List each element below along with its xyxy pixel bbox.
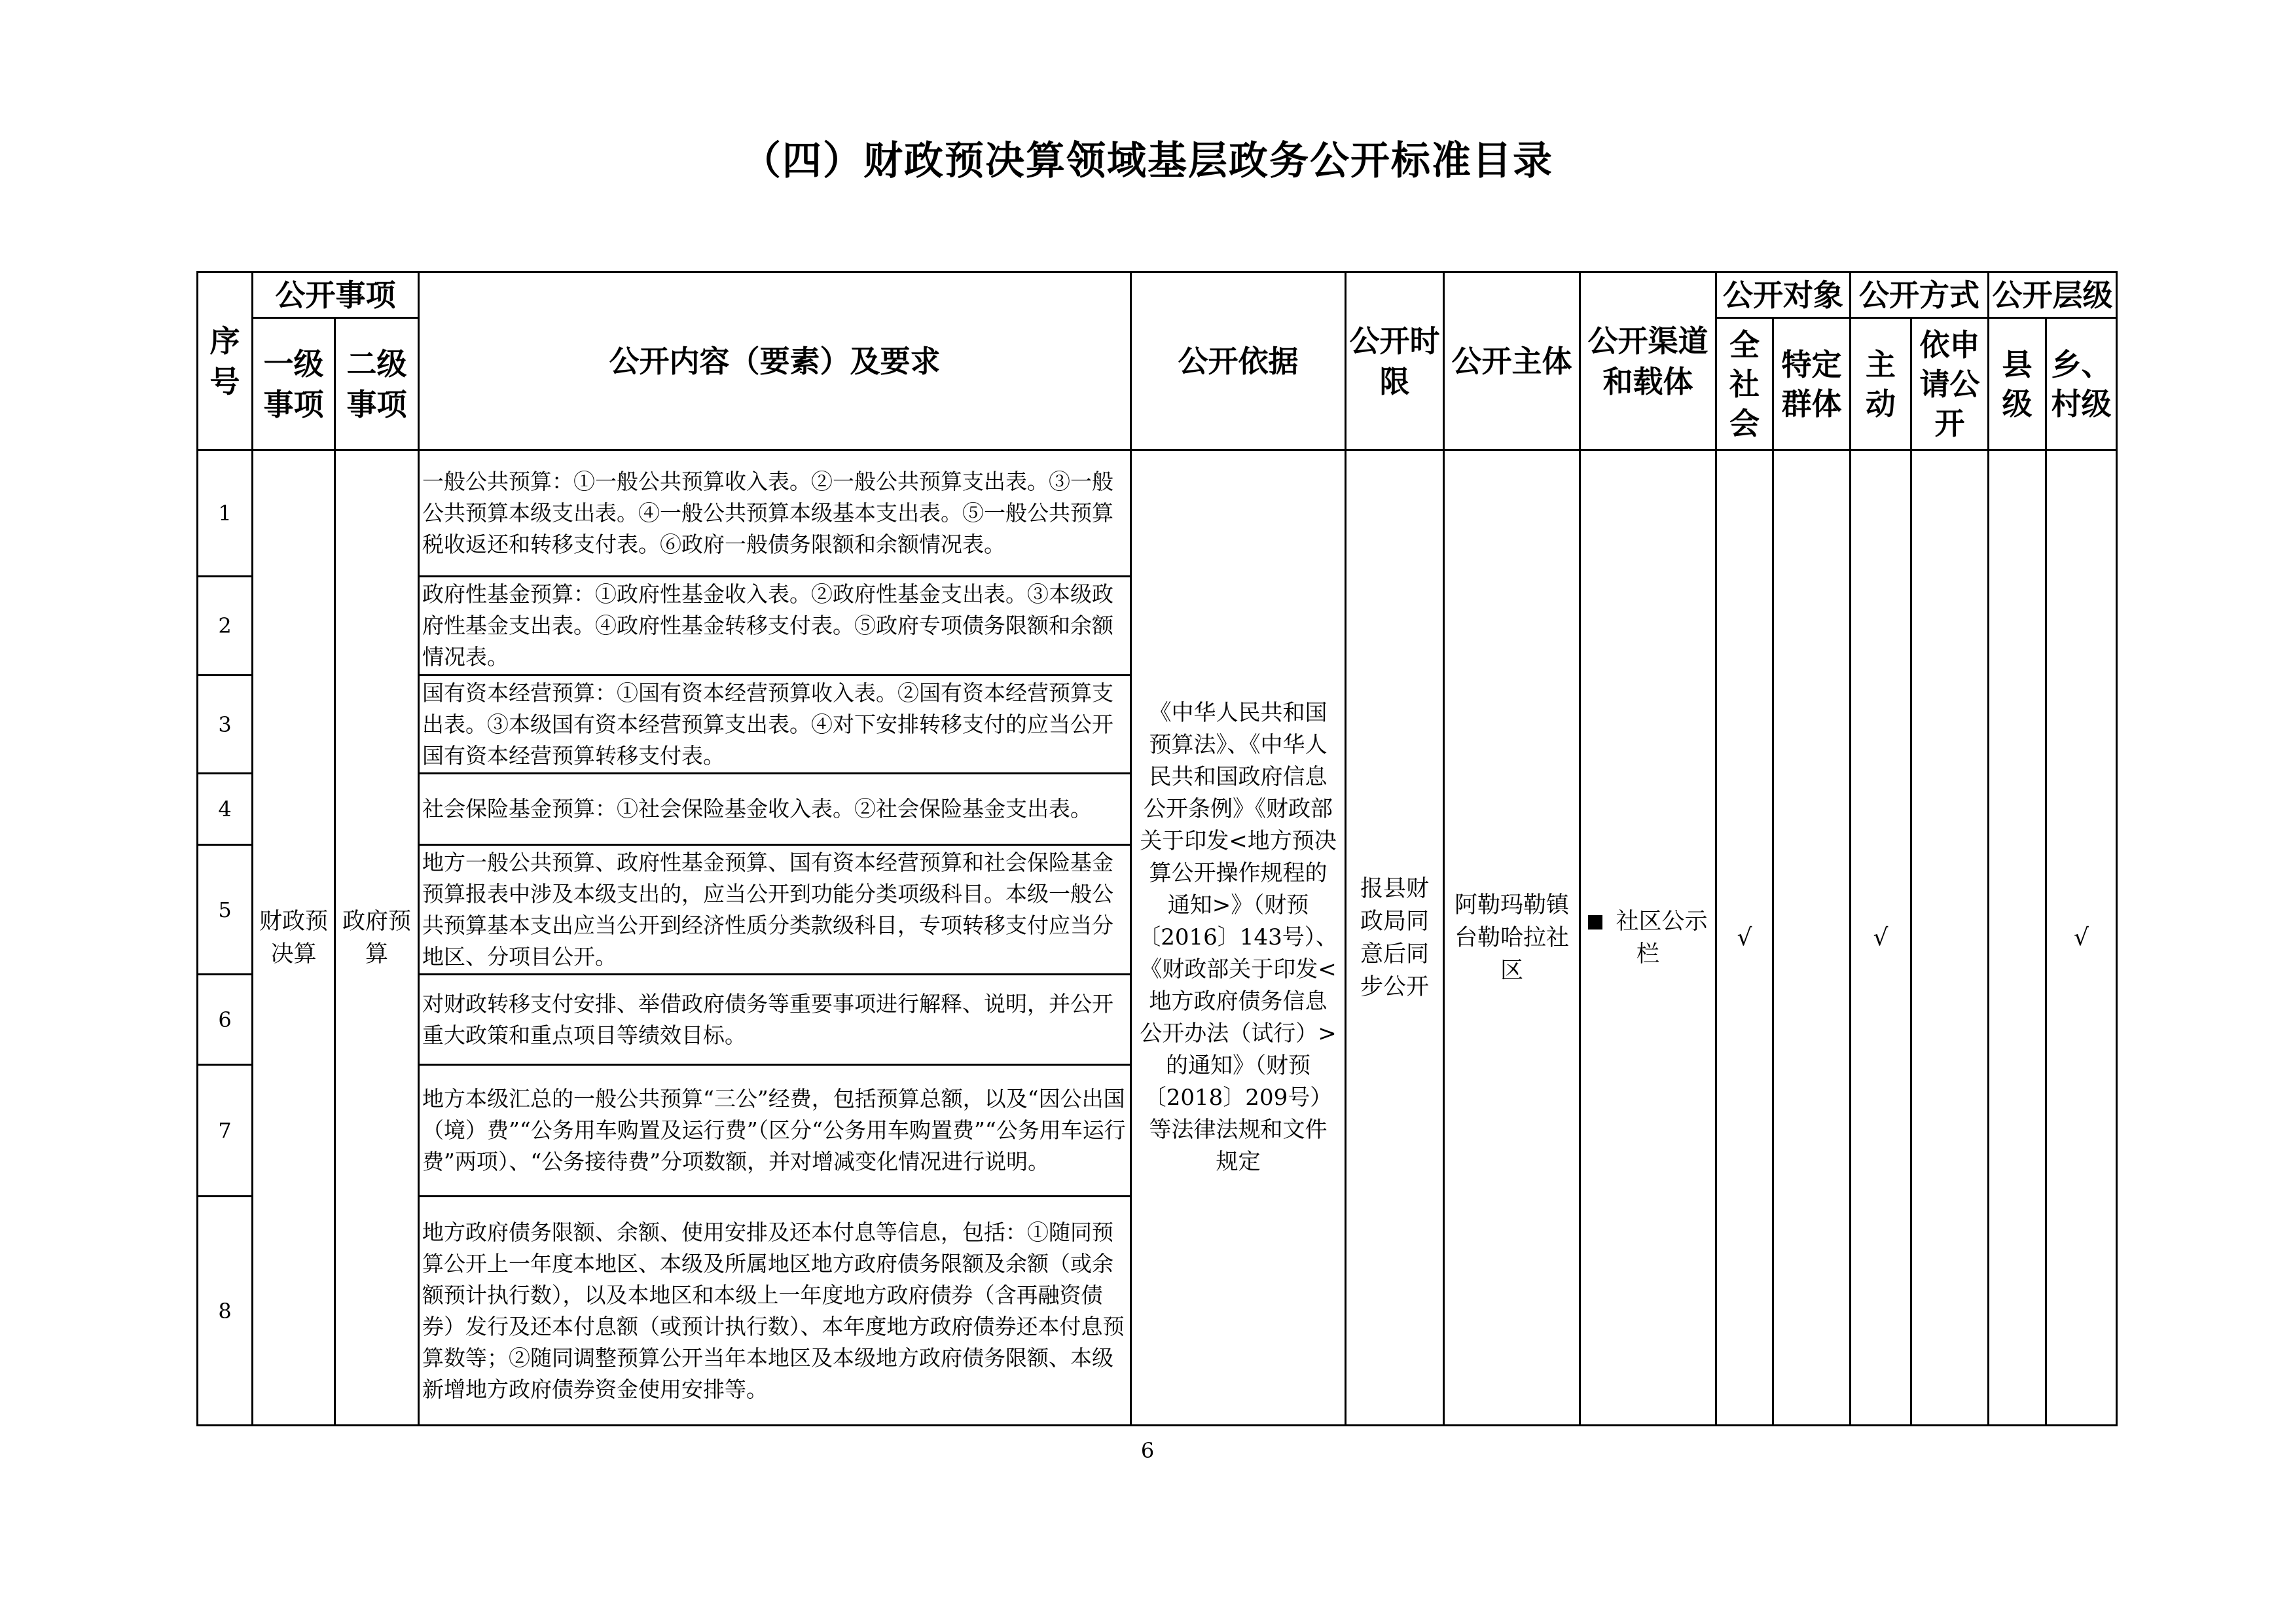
header-level1: 一级事项 xyxy=(253,318,335,450)
header-level-group: 公开层级 xyxy=(1989,272,2117,318)
row-content: 社会保险基金预算：①社会保险基金收入表。②社会保险基金支出表。 xyxy=(419,774,1131,845)
header-channel: 公开渠道和载体 xyxy=(1580,272,1716,450)
header-basis: 公开依据 xyxy=(1131,272,1346,450)
page-title: （四）财政预决算领域基层政务公开标准目录 xyxy=(742,138,1553,184)
header-target-all: 全社会 xyxy=(1716,318,1773,450)
level-county-check xyxy=(1989,450,2046,1426)
header-time-limit: 公开时限 xyxy=(1346,272,1444,450)
time-limit-cell: 报县财政局同意后同步公开 xyxy=(1346,450,1444,1426)
row-seq: 2 xyxy=(198,577,253,676)
channel-cell xyxy=(1580,450,1716,1426)
method-active-check: √ xyxy=(1851,450,1911,1426)
level1-cell: 财政预决算 xyxy=(253,450,335,1426)
header-target-group: 公开对象 xyxy=(1716,272,1851,318)
row-content: 地方政府债务限额、余额、使用安排及还本付息等信息，包括：①随同预算公开上一年度本地区、本级及所属地区地方政府债务限额及余额（或余额预计执行数），以及本地区和本级上一年度地方政府债券（含再融资债券）发行及还本付息额（或预计执行数）、本年度地方政府债券还本付息预算数等；②随同调整预算公开当年本地区及本级地方政府债务限额、本级新增地方政府债券资金使用安排等。 xyxy=(419,1197,1131,1426)
header-item-group: 公开事项 xyxy=(253,272,419,318)
level-village-check: √ xyxy=(2046,450,2117,1426)
header-level-village: 乡、村级 xyxy=(2046,318,2117,450)
row-seq: 3 xyxy=(198,676,253,774)
catalog-table xyxy=(196,271,2118,1426)
header-level-county: 县级 xyxy=(1989,318,2046,450)
basis-cell: 《中华人民共和国预算法》、《中华人民共和国政府信息公开条例》《财政部关于印发<地方预决算公开操作规程的通知>》（财预〔2016〕143号）、《财政部关于印发<地方政府债务信息公开办法（试行）>的通知》（财预〔2018〕209号）等法律法规和文件规定 xyxy=(1131,450,1346,1426)
row-seq: 8 xyxy=(198,1197,253,1426)
row-seq: 7 xyxy=(198,1065,253,1197)
header-method-group: 公开方式 xyxy=(1851,272,1989,318)
channel-label: 社区公示栏 xyxy=(1616,908,1708,967)
page-number: 6 xyxy=(1140,1438,1155,1463)
row-seq: 5 xyxy=(198,845,253,975)
header-seq: 序号 xyxy=(198,272,253,450)
row-seq: 6 xyxy=(198,975,253,1065)
filled-square-icon xyxy=(1588,915,1602,929)
header-target-specific: 特定群体 xyxy=(1773,318,1851,450)
header-level2: 二级事项 xyxy=(335,318,419,450)
subject-cell: 阿勒玛勒镇台勒哈拉社区 xyxy=(1444,450,1580,1426)
header-method-active: 主动 xyxy=(1851,318,1911,450)
header-subject: 公开主体 xyxy=(1444,272,1580,450)
target-specific-check xyxy=(1773,450,1851,1426)
row-content: 地方本级汇总的一般公共预算“三公”经费，包括预算总额，以及“因公出国（境）费”“公务用车购置及运行费”（区分“公务用车购置费”“公务用车运行费”两项）、“公务接待费”分项数额，并对增减变化情况进行说明。 xyxy=(419,1065,1131,1197)
header-content: 公开内容（要素）及要求 xyxy=(419,272,1131,450)
row-content: 对财政转移支付安排、举借政府债务等重要事项进行解释、说明，并公开重大政策和重点项目等绩效目标。 xyxy=(419,975,1131,1065)
row-seq: 1 xyxy=(198,450,253,577)
row-content: 一般公共预算：①一般公共预算收入表。②一般公共预算支出表。③一般公共预算本级支出表。④一般公共预算本级基本支出表。⑤一般公共预算税收返还和转移支付表。⑥政府一般债务限额和余额情况表。 xyxy=(419,450,1131,577)
header-method-request: 依申请公开 xyxy=(1911,318,1989,450)
method-request-check xyxy=(1911,450,1989,1426)
target-all-check: √ xyxy=(1716,450,1773,1426)
table-row xyxy=(198,450,2117,577)
row-content: 政府性基金预算：①政府性基金收入表。②政府性基金支出表。③本级政府性基金支出表。④政府性基金转移支付表。⑤政府专项债务限额和余额情况表。 xyxy=(419,577,1131,676)
level2-cell: 政府预算 xyxy=(335,450,419,1426)
row-content: 地方一般公共预算、政府性基金预算、国有资本经营预算和社会保险基金预算报表中涉及本级支出的，应当公开到功能分类项级科目。本级一般公共预算基本支出应当公开到经济性质分类款级科目，专项转移支付应当分地区、分项目公开。 xyxy=(419,845,1131,975)
row-seq: 4 xyxy=(198,774,253,845)
row-content: 国有资本经营预算：①国有资本经营预算收入表。②国有资本经营预算支出表。③本级国有资本经营预算支出表。④对下安排转移支付的应当公开国有资本经营预算转移支付表。 xyxy=(419,676,1131,774)
